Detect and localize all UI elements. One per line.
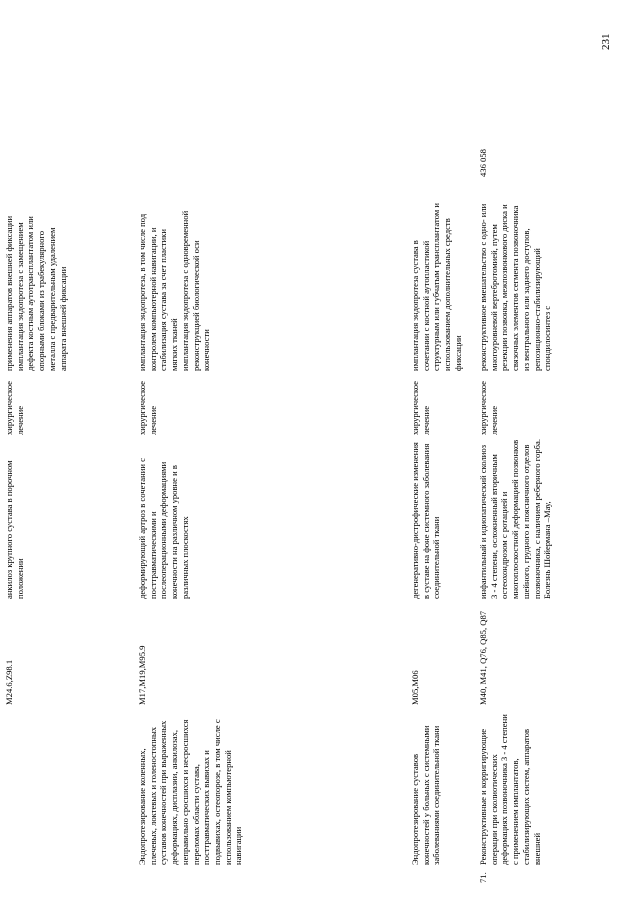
treatment-method: реконструктивное вмешательство с одно- или многоуровневой вертебротомией, путем резекции позвонка, межпозвонкового диска и связочных элементов сегмента позвоночника из вентрального или заднего доступов, репозиционно-стабилизирующий спондилосинтез с [478,203,553,371]
patient-model: деформирующий артроз в сочетании с посттравматическими и послеоперационными деформациями конечности на различном уровне и в различных плоскостях [137,458,190,599]
icd-code: M24.6,Z98.1 [4,659,14,705]
patient-model: инфантильный и идиопатический сколиоз 3 - 4 степени, осложненный вторичным остеохондрозом с ротацией и многоплоскостной деформацией позвонков шейного, грудного и поясничного отделов позвоночника, с наличием реберного горба. Болезнь Шойермана –Мау, [478,439,553,599]
icd-code: M05,M06 [410,670,420,705]
patient-model: дегенеративно-дистрофические изменения в суставе на фоне системного заболевания соединительной ткани [410,442,442,599]
treatment-method: имплантация эндопротеза сустава в сочетании с костной аутопластикой структурным или губчатым трансплантатом и использованием дополнительных средств фиксации [410,203,463,371]
treatment-type: хирургическое лечение [4,381,25,435]
treatment-method: имплантация эндопротеза, в том числе под контролем компьютерной навигации, и стабилизация сустава за счет пластики мягких тканей имплантация эндопротеза с одновременной реконструкцией биологической оси конечности [137,210,212,371]
intervention-name: Эндопротезирование коленных, плечевых, локтевых и голеностопных суставов конечностей при выраженных деформациях, дисплазии, анкилозах, неправильно сросшихся и несросшихся переломах области сустава, посттравматических вывихах и подвывихах, остеопорозе, в том числе с использованием компьютерной навигации [137,719,244,865]
treatment-type: хирургическое лечение [478,381,499,435]
treatment-type: хирургическое лечение [410,381,431,435]
intervention-name: Реконструктивные и корригирующие операции при сколиотических деформациях позвоночника 3 - 4 степени с применением имплантатов, стабилизирующих систем, аппаратов внешней [478,714,542,865]
intervention-name: Эндопротезирование суставов конечностей у больных с системными заболеваниями соединительной ткани [410,725,442,865]
patient-model: анкилоз крупного сустава в порочном положении [4,460,25,599]
icd-code: M17,M19,M95.9 [137,645,147,705]
treatment-type: хирургическое лечение [137,381,158,435]
icd-code: M40, M41, Q76, Q85, Q87 [478,610,488,705]
page-number: 231 [600,33,612,50]
row-number: 71. [478,872,488,883]
cost-value: 436 058 [478,149,488,177]
treatment-method: применения аппаратов внешней фиксации имплантация эндопротеза с замещением дефекта костным аутотрансплантатом или опорными блоками из трабекулярного металла с предварительным удалением аппарата внешней фиксации [4,215,68,371]
